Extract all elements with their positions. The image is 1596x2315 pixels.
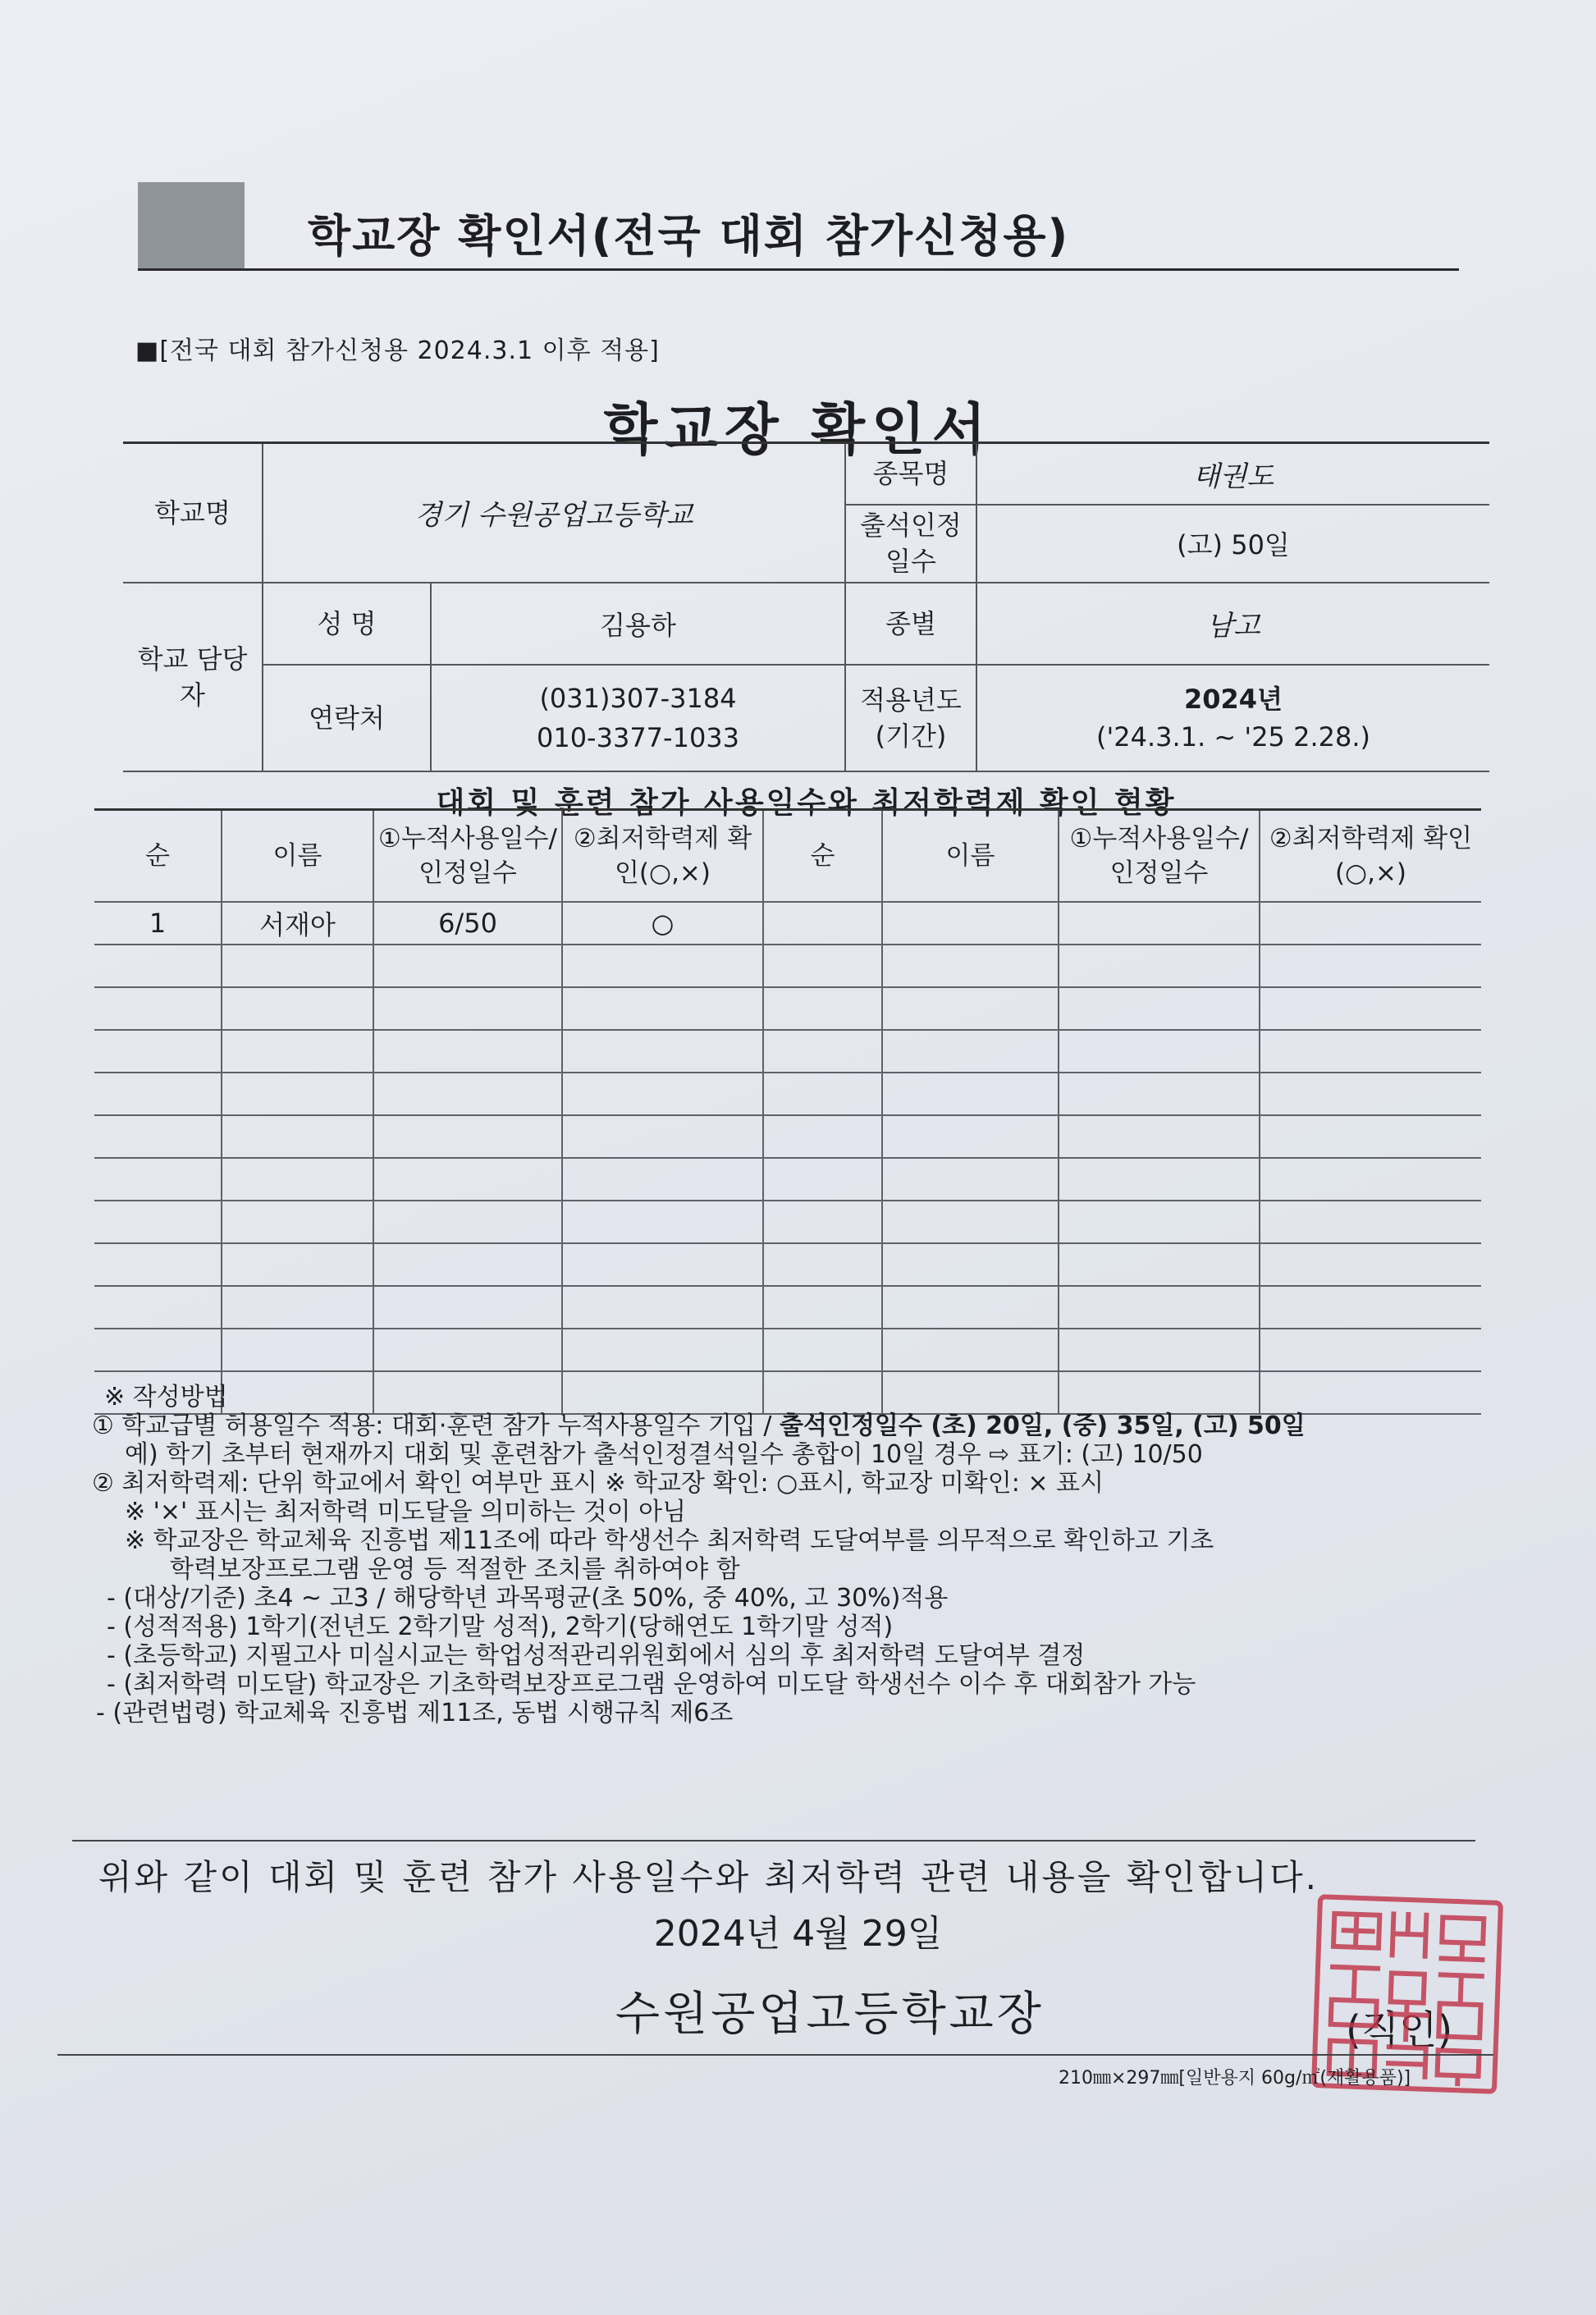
empty-cell [222, 1286, 373, 1329]
empty-cell [1059, 1201, 1260, 1243]
empty-cell [882, 1158, 1059, 1201]
empty-cell [373, 1201, 562, 1243]
contact-phone-office: (031)307-3184 [539, 682, 737, 714]
empty-cell [562, 1115, 763, 1158]
school-name-label: 학교명 [123, 443, 263, 583]
empty-cell [562, 1329, 763, 1371]
instruction-bullet: - (성적적용) 1학기(전년도 2학기말 성적), 2학기(당해연도 1학기말 성적) [107, 1613, 894, 1641]
empty-cell [1260, 987, 1481, 1030]
empty-cell [1059, 1115, 1260, 1158]
empty-cell [222, 1158, 373, 1201]
confirmation-date: 2024년 4월 29일 [653, 1913, 943, 1955]
empty-cell [1059, 1030, 1260, 1073]
empty-cell [1260, 1158, 1481, 1201]
empty-cell [763, 1158, 882, 1201]
empty-cell [562, 987, 763, 1030]
principal-signature-name: 수원공업고등학교장 [615, 1988, 1045, 2041]
sport-label: 종목명 [845, 443, 976, 505]
empty-cell [222, 1329, 373, 1371]
table-row [94, 1201, 1481, 1243]
empty-cell [1059, 987, 1260, 1030]
empty-cell [373, 1030, 562, 1073]
table-row [94, 1030, 1481, 1073]
seal-glyph [1442, 1917, 1484, 1960]
empty-cell [1260, 1030, 1481, 1073]
empty-cell [763, 1115, 882, 1158]
empty-cell [882, 1243, 1059, 1286]
seal-glyph [1331, 1967, 1378, 2026]
manager-name-value: 김용하 [431, 583, 845, 665]
empty-cell [373, 1073, 562, 1115]
instruction-item-1 [92, 1411, 1503, 1440]
empty-cell [882, 902, 1059, 945]
sport-value: 태권도 [976, 443, 1489, 505]
attendance-days-value: (고) 50일 [976, 505, 1489, 583]
instructions-block [92, 1383, 1503, 1727]
school-name-value: 경기 수원공업고등학교 [263, 443, 845, 583]
attendance-days-label: 출석인정 일수 [845, 505, 976, 583]
school-manager-label: 학교 담당자 [123, 583, 263, 771]
roster-title: 대회 및 훈련 참가 사용일수와 최저학력제 확인 현황 [436, 786, 1177, 820]
empty-cell [222, 987, 373, 1030]
empty-cell [1059, 1073, 1260, 1115]
empty-cell [222, 1115, 373, 1158]
instructions-heading: ※ 작성방법 [104, 1383, 228, 1411]
empty-cell [373, 945, 562, 987]
empty-cell [1059, 1158, 1260, 1201]
empty-cell [373, 1115, 562, 1158]
empty-cell [1059, 1329, 1260, 1371]
empty-cell [882, 987, 1059, 1030]
empty-cell [1059, 1286, 1260, 1329]
applicability-note: ■[전국 대회 참가신청용 2024.3.1 이후 적용] [135, 336, 660, 365]
apply-year: 2024년 [1184, 683, 1283, 715]
empty-cell [882, 1073, 1059, 1115]
seal-glyph [1333, 1914, 1379, 1948]
table-row [94, 1073, 1481, 1115]
empty-cell [94, 1243, 222, 1286]
row-no: 1 [94, 902, 222, 945]
paper-spec: 210㎜×297㎜[일반용지 60g/㎡(재활용품)] [1059, 2068, 1411, 2089]
header-gray-box [138, 182, 245, 268]
empty-cell [882, 1329, 1059, 1371]
empty-cell [1260, 1201, 1481, 1243]
empty-cell [1260, 1286, 1481, 1329]
empty-cell [763, 1243, 882, 1286]
gender-label: 종별 [845, 583, 976, 665]
empty-cell [222, 1030, 373, 1073]
empty-cell [222, 945, 373, 987]
empty-cell [882, 1030, 1059, 1073]
empty-cell [94, 1115, 222, 1158]
apply-year-value [976, 665, 1489, 771]
empty-cell [562, 1030, 763, 1073]
instruction-note-2b: 학력보장프로그램 운영 등 적절한 조치를 취하여야 함 [170, 1555, 740, 1584]
empty-cell [1059, 1243, 1260, 1286]
instruction-note-2a: ※ 학교장은 학교체육 진흥법 제11조에 따라 학생선수 최저학력 도달여부를 의무적으로 확인하고 기초 [125, 1526, 1214, 1555]
empty-cell [763, 987, 882, 1030]
instruction-bullet: - (최저학력 미도달) 학교장은 기초학력보장프로그램 운영하여 미도달 학생선수 이수 후 대회참가 가능 [107, 1670, 1196, 1699]
empty-cell [1059, 902, 1260, 945]
instruction-bullet: - (대상/기준) 초4 ~ 고3 / 해당학년 과목평균(초 50%, 중 40%, 고 30%)적용 [107, 1584, 949, 1613]
table-row [94, 987, 1481, 1030]
header-title: 학교장 확인서(전국 대회 참가신청용) [308, 210, 1070, 262]
empty-cell [94, 1286, 222, 1329]
instruction-item-1-example: 예) 학기 초부터 현재까지 대회 및 훈련참가 출석인정결석일수 총합이 10일 경우 ⇨ 표기: (고) 10/50 [125, 1440, 1203, 1469]
empty-cell [763, 902, 882, 945]
empty-cell [763, 1073, 882, 1115]
empty-cell [222, 1201, 373, 1243]
row-check: ○ [562, 902, 763, 945]
empty-cell [94, 1158, 222, 1201]
empty-cell [763, 1201, 882, 1243]
empty-cell [1059, 945, 1260, 987]
col-days-left: ①누적사용일수/인정일수 [373, 810, 562, 903]
instruction-bullet: - (초등학교) 지필고사 미실시교는 학업성적관리위원회에서 심의 후 최저학력 도달여부 결정 [107, 1641, 1086, 1670]
table-row [94, 1286, 1481, 1329]
official-seal-mark: (직인) [1346, 2007, 1453, 2053]
seal-glyph [1438, 1974, 1482, 2038]
empty-cell [882, 1115, 1059, 1158]
instruction-item-1-text: ① 학교급별 허용일수 적용: 대회·훈련 참가 누적사용일수 기입 / [92, 1411, 780, 1440]
empty-cell [882, 1286, 1059, 1329]
empty-cell [1260, 1329, 1481, 1371]
table-row [94, 902, 1481, 945]
col-no-right: 순 [763, 810, 882, 903]
empty-cell [373, 1243, 562, 1286]
apply-year-label: 적용년도 (기간) [845, 665, 976, 771]
contact-label: 연락처 [263, 665, 431, 771]
instruction-item-1-bold: 출석인정일수 (초) 20일, (중) 35일, (고) 50일 [780, 1411, 1306, 1440]
row-name: 서재아 [222, 902, 373, 945]
col-check-left: ②최저학력제 확인(○,×) [562, 810, 763, 903]
empty-cell [1260, 945, 1481, 987]
table-row [94, 1243, 1481, 1286]
col-name-right: 이름 [882, 810, 1059, 903]
empty-cell [373, 987, 562, 1030]
row-days: 6/50 [373, 902, 562, 945]
empty-cell [94, 987, 222, 1030]
empty-cell [222, 1073, 373, 1115]
empty-cell [882, 1201, 1059, 1243]
empty-cell [1260, 1243, 1481, 1286]
empty-cell [222, 1243, 373, 1286]
col-name-left: 이름 [222, 810, 373, 903]
participation-roster-table [94, 808, 1481, 1415]
manager-name-label: 성 명 [263, 583, 431, 665]
col-days-right: ①누적사용일수/인정일수 [1059, 810, 1260, 903]
table-row [94, 1115, 1481, 1158]
seal-glyph [1392, 1914, 1427, 1956]
empty-cell [562, 1243, 763, 1286]
table-row [94, 1329, 1481, 1371]
empty-cell [94, 945, 222, 987]
contact-phone-mobile: 010-3377-1033 [536, 721, 740, 753]
seal-glyph [1389, 1973, 1429, 2040]
empty-cell [373, 1158, 562, 1201]
empty-cell [763, 945, 882, 987]
empty-cell [94, 1073, 222, 1115]
table-row [94, 1158, 1481, 1201]
empty-cell [373, 1329, 562, 1371]
empty-cell [763, 1329, 882, 1371]
empty-cell [562, 1286, 763, 1329]
gender-value: 남고 [976, 583, 1489, 665]
confirmation-text: 위와 같이 대회 및 훈련 참가 사용일수와 최저학력 관련 내용을 확인합니다. [98, 1857, 1319, 1897]
col-no-left: 순 [94, 810, 222, 903]
empty-cell [562, 1201, 763, 1243]
empty-cell [94, 1201, 222, 1243]
empty-cell [562, 1158, 763, 1201]
school-info-table [123, 441, 1489, 772]
empty-cell [373, 1286, 562, 1329]
header-rule [138, 268, 1459, 271]
empty-cell [1260, 1115, 1481, 1158]
confirmation-rule [72, 1840, 1475, 1841]
instruction-bullet: - (관련법령) 학교체육 진흥법 제11조, 동법 시행규칙 제6조 [96, 1699, 734, 1727]
instruction-note-1: ※ '×' 표시는 최저학력 미도달을 의미하는 것이 아님 [125, 1498, 687, 1526]
document-title: 학교장 확인서 [603, 398, 993, 463]
empty-cell [1260, 902, 1481, 945]
col-check-right: ②최저학력제 확인(○,×) [1260, 810, 1481, 903]
footer-rule [57, 2054, 1493, 2056]
empty-cell [763, 1286, 882, 1329]
instruction-item-2: ② 최저학력제: 단위 학교에서 확인 여부만 표시 ※ 학교장 확인: ○표시, 학교장 미확인: × 표시 [92, 1469, 1104, 1498]
apply-period: ('24.3.1. ~ '25 2.28.) [1096, 721, 1370, 753]
contact-value [431, 665, 845, 771]
empty-cell [1260, 1073, 1481, 1115]
table-row [94, 945, 1481, 987]
empty-cell [94, 1329, 222, 1371]
empty-cell [882, 945, 1059, 987]
empty-cell [562, 945, 763, 987]
empty-cell [763, 1030, 882, 1073]
empty-cell [94, 1030, 222, 1073]
empty-cell [562, 1073, 763, 1115]
